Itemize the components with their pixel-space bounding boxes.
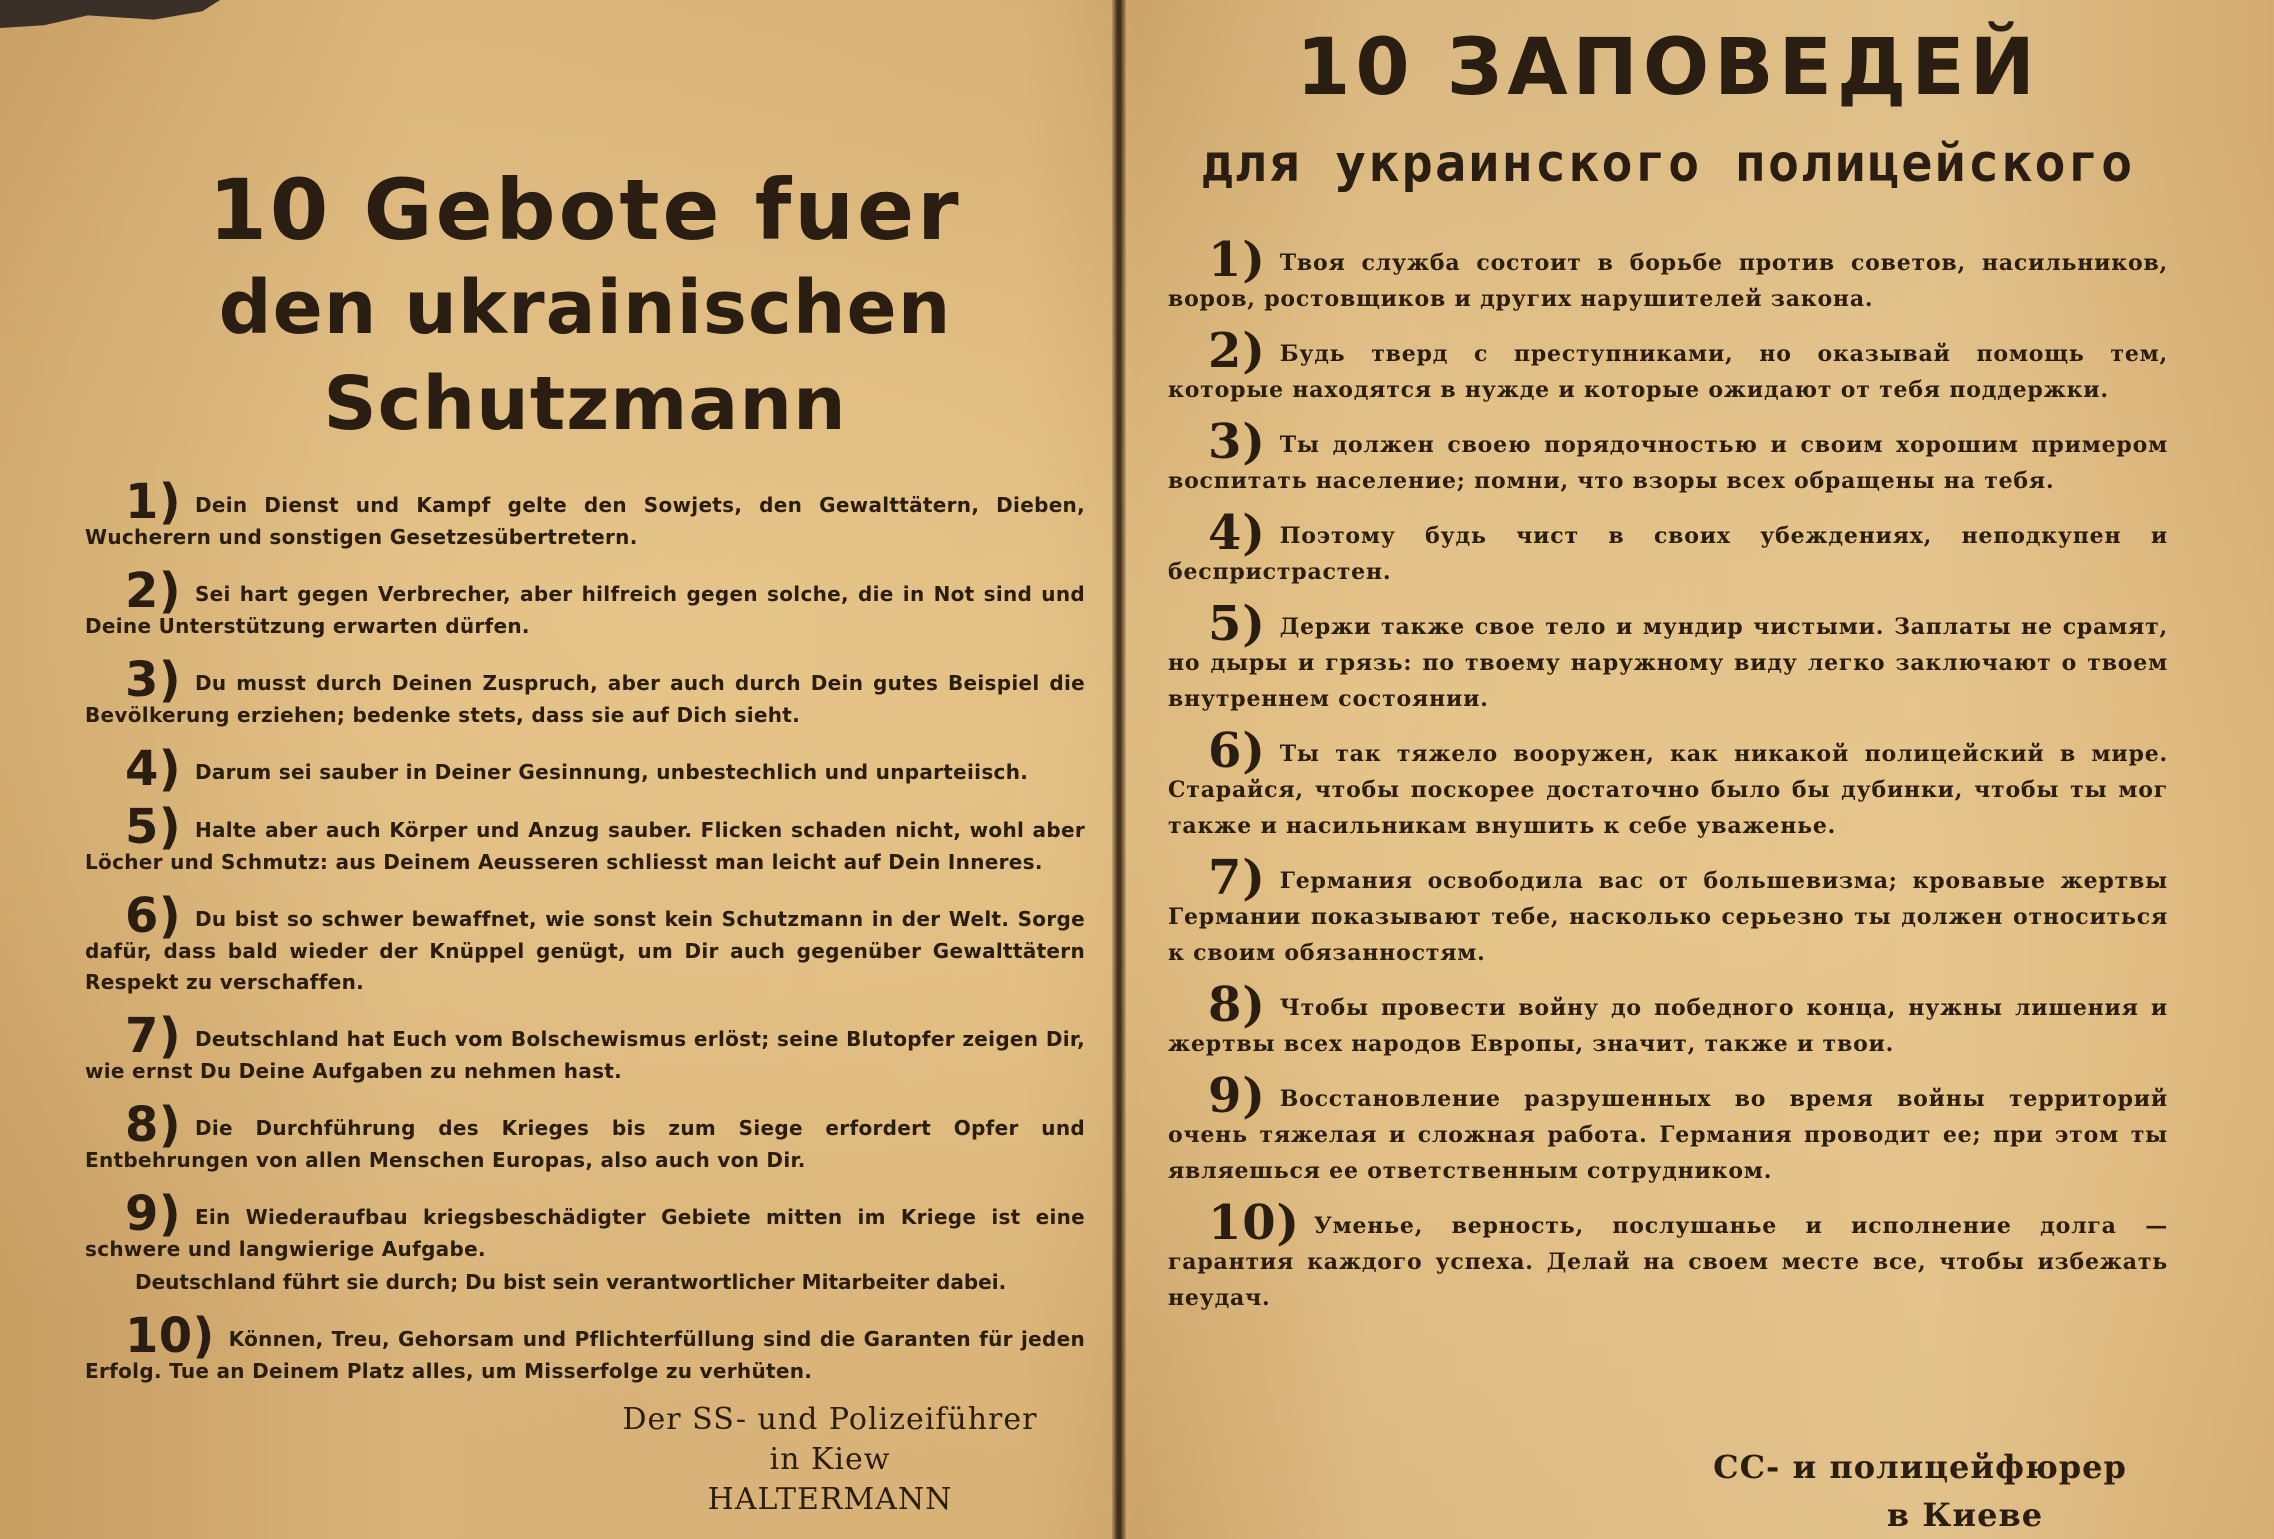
rule-text: Darum sei sauber in Deiner Gesinnung, unbestechlich und unparteiisch. xyxy=(194,760,1029,784)
rule-text: Sei hart gegen Verbrecher, aber hilfreich gegen solche, die in Not sind und Deine Unterstützung erwarten dürfen. xyxy=(85,582,1085,638)
russian-rule-4 xyxy=(1168,505,2168,590)
rule-text: Dein Dienst und Kampf gelte den Sowjets, den Gewalttätern, Dieben, Wucherern und sonstigen Gesetzesübertretern. xyxy=(85,493,1085,549)
rule-text: Du bist so schwer bewaffnet, wie sonst kein Schutzmann in der Welt. Sorge dafür, dass bald wieder der Knüppel genügt, um Dir auch gegenüber Gewalttätern Respekt zu verschaffen. xyxy=(85,907,1085,994)
german-title-line1: 10 Gebote fuer xyxy=(208,161,962,259)
rule-number: 3) xyxy=(1208,414,1266,470)
rule-number: 8) xyxy=(1208,977,1266,1033)
rule-number: 1) xyxy=(1208,232,1266,288)
german-rule-2 xyxy=(85,563,1085,642)
signature-line1: Der SS- und Polizeiführer xyxy=(622,1402,1038,1437)
signature-line2: in Kiew xyxy=(769,1442,891,1477)
rule-extra-text: Deutschland führt sie durch; Du bist sein verantwortlicher Mitarbeiter dabei. xyxy=(135,1270,1007,1294)
center-fold xyxy=(1112,0,1126,1539)
rule-number: 10) xyxy=(125,1308,215,1364)
rule-text: Поэтому будь чист в своих убеждениях, неподкупен и беспристрастен. xyxy=(1168,523,2168,585)
rule-number: 3) xyxy=(125,652,181,708)
rule-number: 7) xyxy=(125,1008,181,1064)
german-rule-3 xyxy=(85,652,1085,731)
german-rule-6 xyxy=(85,888,1085,998)
russian-rule-7 xyxy=(1168,850,2168,971)
rule-text: Чтобы провести войну до победного конца, нужны лишения и жертвы всех народов Европы, значит, также и твои. xyxy=(1168,995,2168,1057)
german-rule-7 xyxy=(85,1008,1085,1087)
rule-number: 10) xyxy=(1208,1195,1300,1251)
rule-text: Германия освободила вас от большевизма; кровавые жертвы Германии показывают тебе, насколько серьезно ты должен относиться к своим обязанностям. xyxy=(1168,868,2168,966)
rule-text: Восстановление разрушенных во время войны территорий очень тяжелая и сложная работа. Германия проводит ее; при этом ты являешься ее ответственным сотрудником. xyxy=(1168,1086,2168,1184)
rule-text: Держи также свое тело и мундир чистыми. Заплаты не срамят, но дыры и грязь: по твоему наружному виду легко заключают о твоем внутреннем состоянии. xyxy=(1168,614,2168,712)
russian-rule-5 xyxy=(1168,596,2168,717)
rule-number: 2) xyxy=(1208,323,1266,379)
signature-line2: в Киеве xyxy=(1886,1496,2044,1534)
russian-rule-1 xyxy=(1168,232,2168,317)
german-signature xyxy=(600,1400,1060,1520)
rule-text: Du musst durch Deinen Zuspruch, aber auch durch Dein gutes Beispiel die Bevölkerung erziehen; bedenke stets, dass sie auf Dich sieht. xyxy=(85,671,1085,727)
german-title-line2: den ukrainischen Schutzmann xyxy=(218,265,952,447)
german-column xyxy=(85,140,1085,1405)
rule-number: 6) xyxy=(125,888,181,944)
russian-title-line1: 10 ЗАПОВЕДЕЙ xyxy=(1296,23,2040,113)
russian-rule-3 xyxy=(1168,414,2168,499)
russian-rule-9 xyxy=(1168,1068,2168,1189)
signature-line3: HALTERMANN xyxy=(707,1482,953,1517)
rule-text: Deutschland hat Euch vom Bolschewismus erlöst; seine Blutopfer zeigen Dir, wie ernst Du Deine Aufgaben zu nehmen hast. xyxy=(85,1027,1085,1083)
rule-text: Уменье, верность, послушанье и исполнение долга — гарантия каждого успеха. Делай на своем месте все, чтобы избежать неудач. xyxy=(1168,1213,2168,1311)
rule-number: 6) xyxy=(1208,723,1266,779)
rule-number: 8) xyxy=(125,1097,181,1153)
german-rule-9 xyxy=(85,1186,1085,1298)
russian-title-line2: для украинского полицейского xyxy=(1201,134,2135,194)
german-rule-5 xyxy=(85,799,1085,878)
russian-rule-6 xyxy=(1168,723,2168,844)
russian-rule-2 xyxy=(1168,323,2168,408)
german-rule-10 xyxy=(85,1308,1085,1387)
rule-number: 1) xyxy=(125,474,181,530)
russian-rule-10 xyxy=(1168,1195,2168,1316)
german-rule-8 xyxy=(85,1097,1085,1176)
rule-text: Die Durchführung des Krieges bis zum Siege erfordert Opfer und Entbehrungen von allen Menschen Europas, also auch von Dir. xyxy=(85,1116,1085,1172)
russian-rule-8 xyxy=(1168,977,2168,1062)
torn-corner xyxy=(0,0,220,28)
german-rule-4 xyxy=(85,741,1085,797)
rule-text: Твоя служба состоит в борьбе против советов, насильников, воров, ростовщиков и других нарушителей закона. xyxy=(1168,250,2168,312)
rule-text: Können, Treu, Gehorsam und Pflichterfüllung sind die Garanten für jeden Erfolg. Tue an Deinem Platz alles, um Misserfolge zu verhüten. xyxy=(85,1327,1085,1383)
rule-number: 9) xyxy=(125,1186,181,1242)
german-rule-1 xyxy=(85,474,1085,553)
rule-number: 2) xyxy=(125,563,181,619)
rule-text: Будь тверд с преступниками, но оказывай помощь тем, которые находятся в нужде и которые ожидают от тебя поддержки. xyxy=(1168,341,2168,403)
signature-line1: СС- и полицейфюрер xyxy=(1713,1448,2127,1486)
rule-number: 5) xyxy=(125,799,181,855)
rule-number: 4) xyxy=(125,741,181,797)
rule-number: 5) xyxy=(1208,596,1266,652)
russian-signature xyxy=(1690,1443,2150,1539)
rule-text: Ты должен своею порядочностью и своим хорошим примером воспитать население; помни, что взоры всех обращены на тебя. xyxy=(1168,432,2168,494)
rule-text: Halte aber auch Körper und Anzug sauber. Flicken schaden nicht, wohl aber Löcher und Schmutz: aus Deinem Aeusseren schliesst man leicht auf Dein Inneres. xyxy=(85,818,1085,874)
rule-text: Ты так тяжело вооружен, как никакой полицейский в мире. Старайся, чтобы поскорее достаточно было бы дубинки, чтобы ты мог также и насильникам внушить к себе уваженье. xyxy=(1168,741,2168,839)
rule-number: 7) xyxy=(1208,850,1266,906)
rule-number: 4) xyxy=(1208,505,1266,561)
russian-column xyxy=(1168,18,2168,1330)
rule-text: Ein Wiederaufbau kriegsbeschädigter Gebiete mitten im Kriege ist eine schwere und langwierige Aufgabe. xyxy=(85,1205,1085,1261)
rule-number: 9) xyxy=(1208,1068,1266,1124)
